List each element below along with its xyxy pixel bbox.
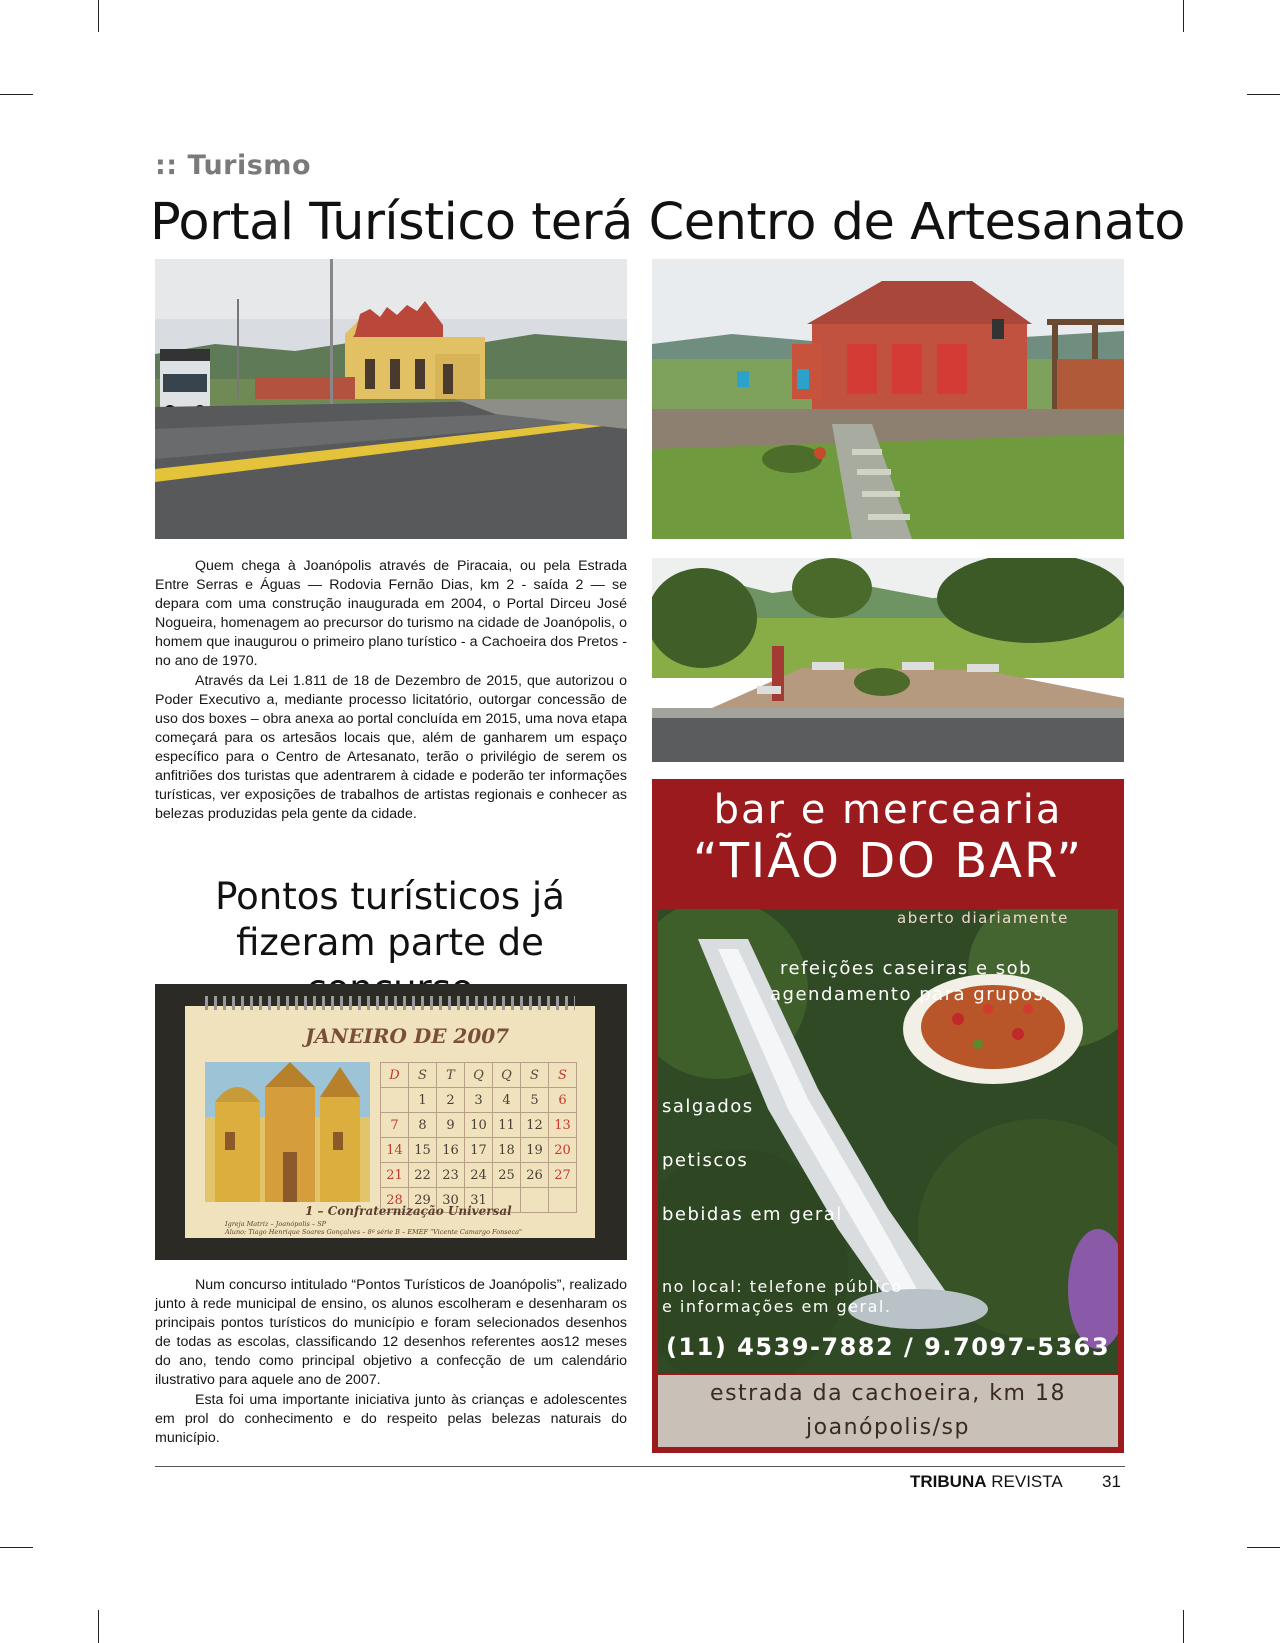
article-paragraph: Esta foi uma importante iniciativa junto às crianças e adolescentes em prol do conhecimento e do respeito pelas belezas naturais do município.: [155, 1391, 627, 1446]
crop-mark: [0, 94, 33, 95]
ad-city: joanópolis/sp: [806, 1415, 970, 1440]
calendar-day: 28: [381, 1188, 409, 1213]
crop-mark: [98, 1610, 99, 1643]
week-row: [381, 1088, 577, 1113]
page-number: 31: [1102, 1472, 1121, 1491]
calendar-day: 31: [465, 1188, 493, 1213]
article-paragraph: Num concurso intitulado “Pontos Turísticos de Joanópolis”, realizado junto à rede municipal de ensino, os alunos escolheram e desenharam os principais pontos turísticos do município e foram selecionados desenhos de todas as escolas, classificando 12 desenhos referentes aos12 meses do ano, tendo como principal objetivo a confecção de um calendário ilustrativo para aquele ano de 2007.: [155, 1277, 627, 1389]
ad-info-line: no local: telefone público: [662, 1277, 903, 1296]
crop-mark: [1247, 94, 1280, 95]
calendar-grid: [380, 1062, 577, 1213]
calendar-day: 24: [465, 1163, 493, 1188]
calendar-day: 16: [437, 1138, 465, 1163]
calendar-day: 25: [493, 1163, 521, 1188]
calendar-day: 23: [437, 1163, 465, 1188]
weekday-cell: S: [409, 1063, 437, 1088]
weekday-cell: S: [549, 1063, 577, 1088]
weekday-row: [381, 1063, 577, 1088]
footer-brand-rest: REVISTA: [991, 1472, 1063, 1491]
ad-info-line: e informações em geral.: [662, 1297, 892, 1316]
ad-open-hours: aberto diariamente: [897, 909, 1069, 927]
ad-item: salgados: [662, 1096, 754, 1117]
article-paragraph: Quem chega à Joanópolis através de Piracaia, ou pela Estrada Entre Serras e Águas — Rodovia Fernão Dias, km 2 - saída 2 — se depara com uma construção inaugurada em 2004, o Portal Dirceu José Nogueira, homenagem ao precursor do turismo na cidade de Joanópolis, o homem que inaugurou o primeiro plano turístico - a Cachoeira dos Pretos - no ano de 1970.: [155, 558, 627, 670]
artisan-boxes-photo: [652, 259, 1124, 539]
calendar-day: 4: [493, 1088, 521, 1113]
calendar-day: 22: [409, 1163, 437, 1188]
calendar-day: 5: [521, 1088, 549, 1113]
calendar-day: 10: [465, 1113, 493, 1138]
calendar-day: 29: [409, 1188, 437, 1213]
calendar-caption: Aluno: Tiago Henrique Soares Gonçalves – 8ª série B – EMEF "Vicente Camargo Fonseca": [225, 1228, 522, 1236]
ad-address: estrada da cachoeira, km 18: [710, 1381, 1066, 1406]
weekday-cell: Q: [493, 1063, 521, 1088]
portal-road-photo: [155, 259, 627, 539]
calendar-day: 11: [493, 1113, 521, 1138]
article-paragraph: Através da Lei 1.811 de 18 de Dezembro de 2015, que autorizou o Poder Executivo a, mediante processo licitatório, outorgar concessão de uso dos boxes – obra anexa ao portal concluída em 2015, uma nova etapa começará para os artesãos locais que, além de ganharem um espaço específico para o Centro de Artesanato, terão o privilégio de serem os anfitriões dos turistas que adentrarem à cidade e poderão ter informações turísticas, ver exposições de trabalhos de artistas regionais e conhecer as belezas produzidas pela gente da cidade.: [155, 672, 627, 823]
calendar-day: [521, 1188, 549, 1213]
ad-title-name: “TIÃO DO BAR”: [692, 833, 1084, 889]
ad-title: bar e mercearia: [713, 787, 1063, 833]
calendar-day: 20: [549, 1138, 577, 1163]
calendar-rings: [205, 996, 575, 1010]
calendar-day: 17: [465, 1138, 493, 1163]
page-headline: Portal Turístico terá Centro de Artesanato: [150, 193, 1185, 252]
calendar-day: 7: [381, 1113, 409, 1138]
calendar-day: 18: [493, 1138, 521, 1163]
ad-address-panel: [658, 1375, 1118, 1447]
ad-meals-line: agendamento para grupos.: [770, 984, 1052, 1005]
crop-mark: [1183, 1610, 1184, 1643]
weekday-cell: S: [521, 1063, 549, 1088]
crop-mark: [0, 1547, 33, 1548]
crop-mark: [98, 0, 99, 32]
calendar-day: 1: [409, 1088, 437, 1113]
weekday-cell: Q: [465, 1063, 493, 1088]
bar-advertisement: [652, 779, 1124, 1453]
calendar-holiday: 1 – Confraternização Universal: [305, 1204, 512, 1218]
crop-mark: [1183, 0, 1184, 32]
calendar-day: 27: [549, 1163, 577, 1188]
weekday-cell: T: [437, 1063, 465, 1088]
calendar-photo: [155, 984, 627, 1260]
article-concurso: [155, 1276, 627, 1448]
ad-phones: (11) 4539-7882 / 9.7097-5363: [665, 1333, 1111, 1361]
calendar-day: 9: [437, 1113, 465, 1138]
ad-meals-line: refeições caseiras e sob: [780, 958, 1033, 979]
garden-benches-photo: [652, 558, 1124, 762]
calendar-day: 30: [437, 1188, 465, 1213]
calendar-caption: Igreja Matriz – Joanópolis – SP: [225, 1220, 327, 1228]
calendar-day: 21: [381, 1163, 409, 1188]
subheadline-line: fizeram parte de: [236, 921, 544, 964]
ad-item: petiscos: [662, 1150, 749, 1171]
section-label: :: Turismo: [155, 150, 311, 181]
calendar-day: 13: [549, 1113, 577, 1138]
calendar-day: 26: [521, 1163, 549, 1188]
calendar-days: [381, 1088, 577, 1213]
calendar-day: 12: [521, 1113, 549, 1138]
week-row: [381, 1163, 577, 1188]
footer-brand: [910, 1472, 1063, 1492]
calendar-day: 2: [437, 1088, 465, 1113]
footer-rule: [155, 1466, 1125, 1467]
week-row: [381, 1113, 577, 1138]
calendar-page: [185, 1006, 595, 1238]
week-row: [381, 1138, 577, 1163]
calendar-day: 15: [409, 1138, 437, 1163]
article-portal: [155, 557, 627, 824]
calendar-day: [381, 1088, 409, 1113]
calendar-day: 6: [549, 1088, 577, 1113]
calendar-day: 8: [409, 1113, 437, 1138]
weekday-cell: D: [381, 1063, 409, 1088]
calendar-day: 19: [521, 1138, 549, 1163]
ad-item: bebidas em geral: [662, 1204, 843, 1225]
calendar-month: JANEIRO DE 2007: [305, 1024, 510, 1048]
calendar-day: 3: [465, 1088, 493, 1113]
crop-mark: [1247, 1547, 1280, 1548]
calendar-day: 14: [381, 1138, 409, 1163]
footer-brand-bold: TRIBUNA: [910, 1472, 987, 1491]
subheadline-line: Pontos turísticos já: [215, 875, 565, 918]
calendar-day: [549, 1188, 577, 1213]
church-drawing: [205, 1062, 370, 1202]
